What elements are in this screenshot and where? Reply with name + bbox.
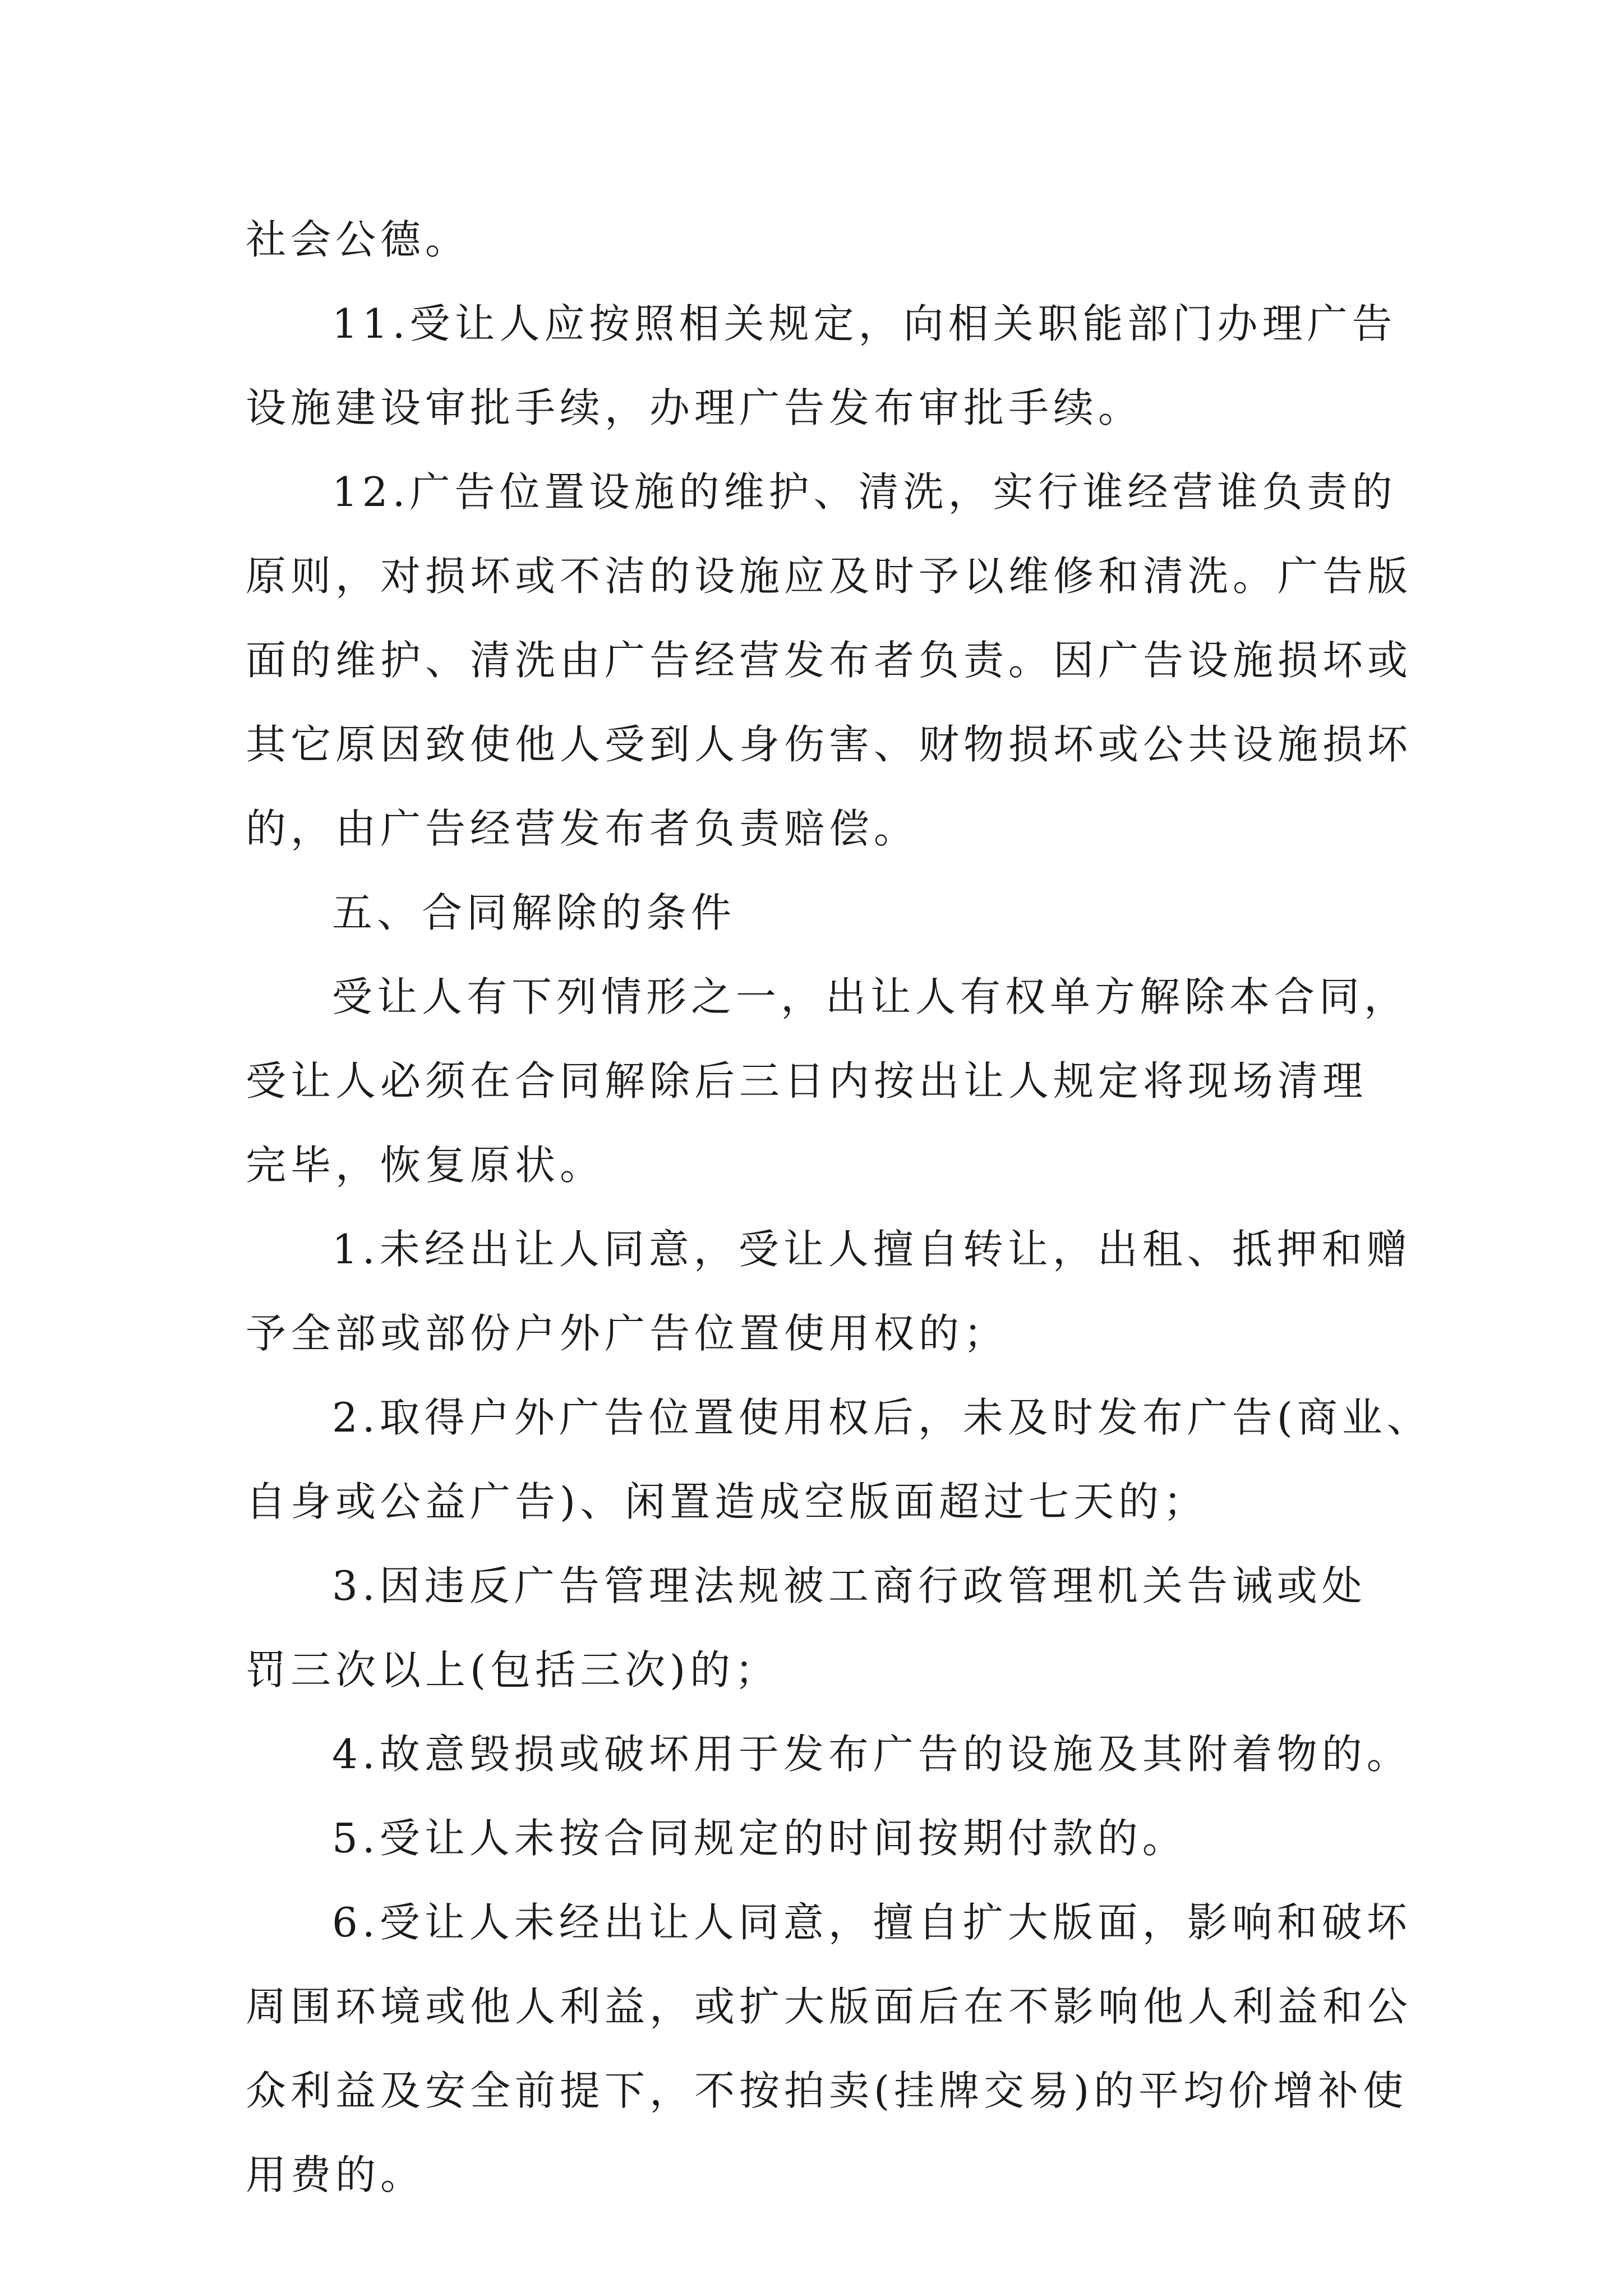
text-line: 受让人有下列情形之一，出让人有权单方解除本合同， — [332, 973, 1409, 1020]
text-line: 罚三次以上(包括三次)的； — [246, 1646, 780, 1694]
text-line: 自身或公益广告)、闲置造成空版面超过七天的； — [246, 1478, 1209, 1525]
text-line: 1.未经出让人同意，受让人擅自转让，出租、抵押和赠 — [332, 1226, 1412, 1273]
text-line: 2.取得户外广告位置使用权后，未及时发布广告(商业、 — [332, 1394, 1432, 1441]
text-line: 11.受让人应按照相关规定，向相关职能部门办理广告 — [332, 300, 1397, 347]
text-line: 4.故意毁损或破坏用于发布广告的设施及其附着物的。 — [332, 1731, 1412, 1778]
text-line: 社会公德。 — [246, 216, 471, 263]
text-line: 原则，对损坏或不洁的设施应及时予以维修和清洗。广告版 — [246, 553, 1413, 600]
text-line: 予全部或部份户外广告位置使用权的； — [246, 1310, 1009, 1357]
document-body — [246, 197, 1432, 2217]
text-line: 的，由广告经营发布者负责赔偿。 — [246, 805, 919, 852]
section-heading: 五、合同解除的条件 — [332, 889, 736, 936]
text-line: 众利益及安全前提下，不按拍卖(挂牌交易)的平均价增补使 — [246, 2067, 1408, 2114]
text-line: 完毕，恢复原状。 — [246, 1142, 605, 1189]
text-line: 其它原因致使他人受到人身伤害、财物损坏或公共设施损坏 — [246, 721, 1413, 768]
text-line: 周围环境或他人利益，或扩大版面后在不影响他人利益和公 — [246, 1983, 1413, 2030]
text-line: 12.广告位置设施的维护、清洗，实行谁经营谁负责的 — [332, 468, 1397, 516]
text-line: 5.受让人未按合同规定的时间按期付款的。 — [332, 1815, 1187, 1862]
text-line: 用费的。 — [246, 2151, 426, 2198]
text-line: 3.因违反广告管理法规被工商行政管理机关告诫或处 — [332, 1562, 1367, 1609]
text-line: 受让人必须在合同解除后三日内按出让人规定将现场清理 — [246, 1057, 1368, 1105]
text-line: 6.受让人未经出让人同意，擅自扩大版面，影响和破坏 — [332, 1899, 1412, 1946]
text-line: 设施建设审批手续，办理广告发布审批手续。 — [246, 384, 1144, 431]
text-line: 面的维护、清洗由广告经营发布者负责。因广告设施损坏或 — [246, 637, 1413, 684]
